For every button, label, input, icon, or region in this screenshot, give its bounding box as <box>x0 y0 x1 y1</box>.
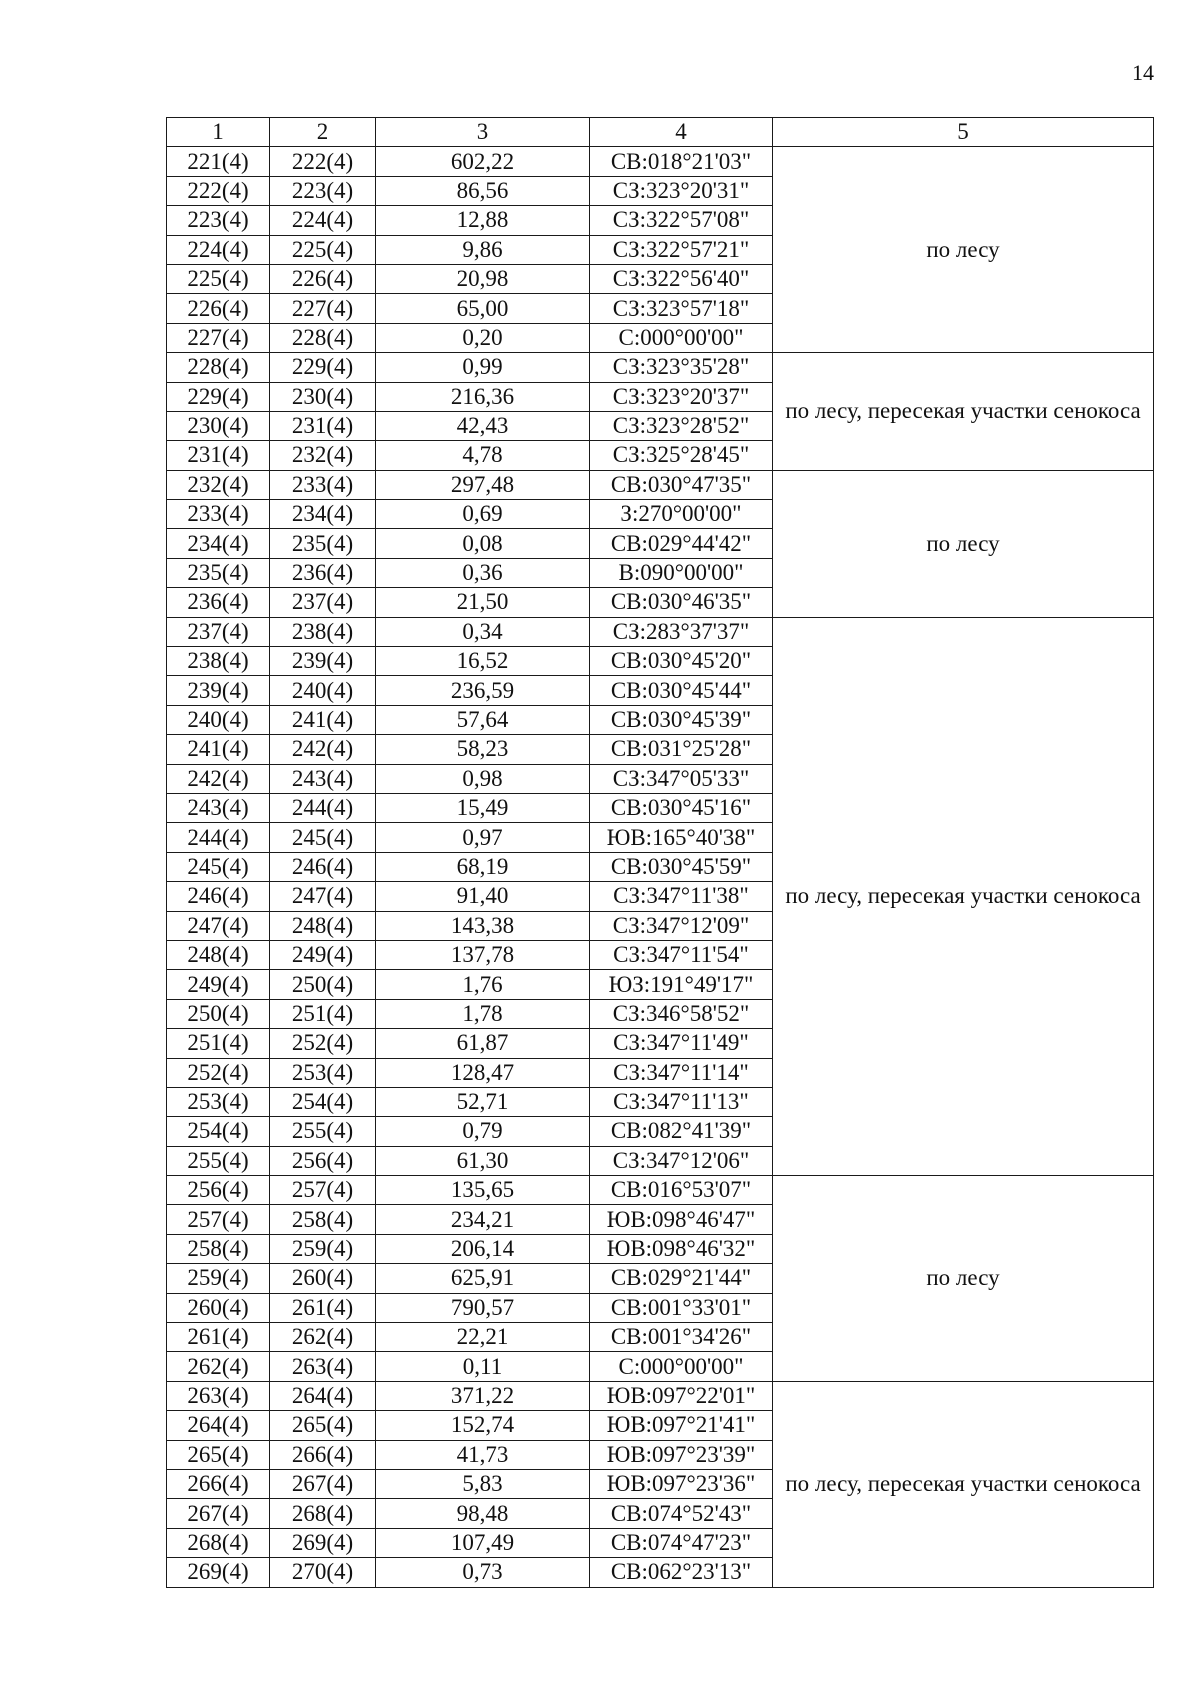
to-point-cell: 234(4) <box>270 500 376 529</box>
bearing-cell: СЗ:347°05'33" <box>590 764 773 793</box>
boundary-description-cell: по лесу <box>773 147 1154 353</box>
to-point-cell: 266(4) <box>270 1440 376 1469</box>
from-point-cell: 240(4) <box>167 705 270 734</box>
distance-cell: 625,91 <box>376 1264 590 1293</box>
distance-cell: 137,78 <box>376 940 590 969</box>
to-point-cell: 245(4) <box>270 823 376 852</box>
bearing-cell: СЗ:347°12'09" <box>590 911 773 940</box>
to-point-cell: 246(4) <box>270 852 376 881</box>
to-point-cell: 253(4) <box>270 1058 376 1087</box>
to-point-cell: 233(4) <box>270 470 376 499</box>
from-point-cell: 263(4) <box>167 1381 270 1410</box>
to-point-cell: 241(4) <box>270 705 376 734</box>
from-point-cell: 250(4) <box>167 999 270 1028</box>
distance-cell: 0,99 <box>376 353 590 382</box>
from-point-cell: 246(4) <box>167 882 270 911</box>
to-point-cell: 252(4) <box>270 1029 376 1058</box>
distance-cell: 236,59 <box>376 676 590 705</box>
from-point-cell: 222(4) <box>167 176 270 205</box>
distance-cell: 42,43 <box>376 411 590 440</box>
distance-cell: 16,52 <box>376 647 590 676</box>
from-point-cell: 253(4) <box>167 1087 270 1116</box>
distance-cell: 1,78 <box>376 999 590 1028</box>
from-point-cell: 265(4) <box>167 1440 270 1469</box>
bearing-cell: СВ:074°52'43" <box>590 1499 773 1528</box>
boundary-description-cell: по лесу, пересекая участки сенокоса <box>773 353 1154 471</box>
bearing-cell: СВ:030°45'59" <box>590 852 773 881</box>
bearing-cell: СВ:016°53'07" <box>590 1176 773 1205</box>
boundary-description-cell: по лесу <box>773 1176 1154 1382</box>
table-row <box>167 617 1154 646</box>
from-point-cell: 243(4) <box>167 793 270 822</box>
from-point-cell: 266(4) <box>167 1469 270 1498</box>
bearing-cell: ЮВ:097°21'41" <box>590 1411 773 1440</box>
from-point-cell: 236(4) <box>167 588 270 617</box>
from-point-cell: 231(4) <box>167 441 270 470</box>
from-point-cell: 237(4) <box>167 617 270 646</box>
distance-cell: 57,64 <box>376 705 590 734</box>
to-point-cell: 236(4) <box>270 558 376 587</box>
to-point-cell: 254(4) <box>270 1087 376 1116</box>
from-point-cell: 228(4) <box>167 353 270 382</box>
bearing-cell: СВ:029°21'44" <box>590 1264 773 1293</box>
distance-cell: 0,97 <box>376 823 590 852</box>
bearing-cell: СЗ:323°35'28" <box>590 353 773 382</box>
bearing-cell: СВ:074°47'23" <box>590 1528 773 1557</box>
to-point-cell: 242(4) <box>270 735 376 764</box>
to-point-cell: 270(4) <box>270 1558 376 1587</box>
distance-cell: 41,73 <box>376 1440 590 1469</box>
header-col-5: 5 <box>773 118 1154 147</box>
to-point-cell: 231(4) <box>270 411 376 440</box>
bearing-cell: ЮВ:098°46'32" <box>590 1234 773 1263</box>
distance-cell: 0,34 <box>376 617 590 646</box>
to-point-cell: 228(4) <box>270 323 376 352</box>
distance-cell: 602,22 <box>376 147 590 176</box>
to-point-cell: 263(4) <box>270 1352 376 1381</box>
bearing-cell: С:000°00'00" <box>590 1352 773 1381</box>
distance-cell: 790,57 <box>376 1293 590 1322</box>
from-point-cell: 229(4) <box>167 382 270 411</box>
bearing-cell: СЗ:347°11'49" <box>590 1029 773 1058</box>
from-point-cell: 252(4) <box>167 1058 270 1087</box>
bearing-cell: СЗ:325°28'45" <box>590 441 773 470</box>
bearing-cell: СВ:030°45'44" <box>590 676 773 705</box>
table-header-row <box>167 118 1154 147</box>
bearing-cell: С:000°00'00" <box>590 323 773 352</box>
boundary-table <box>166 117 1154 1588</box>
distance-cell: 0,73 <box>376 1558 590 1587</box>
bearing-cell: СЗ:347°11'14" <box>590 1058 773 1087</box>
distance-cell: 143,38 <box>376 911 590 940</box>
distance-cell: 21,50 <box>376 588 590 617</box>
from-point-cell: 224(4) <box>167 235 270 264</box>
to-point-cell: 260(4) <box>270 1264 376 1293</box>
distance-cell: 371,22 <box>376 1381 590 1410</box>
from-point-cell: 238(4) <box>167 647 270 676</box>
from-point-cell: 248(4) <box>167 940 270 969</box>
from-point-cell: 241(4) <box>167 735 270 764</box>
from-point-cell: 267(4) <box>167 1499 270 1528</box>
distance-cell: 128,47 <box>376 1058 590 1087</box>
distance-cell: 0,98 <box>376 764 590 793</box>
to-point-cell: 267(4) <box>270 1469 376 1498</box>
bearing-cell: СВ:018°21'03" <box>590 147 773 176</box>
bearing-cell: СЗ:347°12'06" <box>590 1146 773 1175</box>
bearing-cell: ЮВ:097°22'01" <box>590 1381 773 1410</box>
distance-cell: 61,87 <box>376 1029 590 1058</box>
to-point-cell: 235(4) <box>270 529 376 558</box>
to-point-cell: 249(4) <box>270 940 376 969</box>
bearing-cell: СВ:001°34'26" <box>590 1323 773 1352</box>
bearing-cell: СВ:030°45'16" <box>590 793 773 822</box>
distance-cell: 152,74 <box>376 1411 590 1440</box>
distance-cell: 12,88 <box>376 206 590 235</box>
from-point-cell: 257(4) <box>167 1205 270 1234</box>
bearing-cell: СЗ:347°11'54" <box>590 940 773 969</box>
from-point-cell: 225(4) <box>167 264 270 293</box>
from-point-cell: 261(4) <box>167 1323 270 1352</box>
bearing-cell: СЗ:323°28'52" <box>590 411 773 440</box>
from-point-cell: 234(4) <box>167 529 270 558</box>
distance-cell: 216,36 <box>376 382 590 411</box>
distance-cell: 4,78 <box>376 441 590 470</box>
bearing-cell: ЮВ:097°23'36" <box>590 1469 773 1498</box>
to-point-cell: 223(4) <box>270 176 376 205</box>
distance-cell: 20,98 <box>376 264 590 293</box>
to-point-cell: 232(4) <box>270 441 376 470</box>
bearing-cell: СЗ:322°57'08" <box>590 206 773 235</box>
page-number: 14 <box>1132 60 1154 85</box>
from-point-cell: 235(4) <box>167 558 270 587</box>
distance-cell: 0,11 <box>376 1352 590 1381</box>
to-point-cell: 268(4) <box>270 1499 376 1528</box>
bearing-cell: СЗ:283°37'37" <box>590 617 773 646</box>
table-row <box>167 1176 1154 1205</box>
to-point-cell: 239(4) <box>270 647 376 676</box>
bearing-cell: ЮВ:165°40'38" <box>590 823 773 852</box>
distance-cell: 0,69 <box>376 500 590 529</box>
bearing-cell: СВ:062°23'13" <box>590 1558 773 1587</box>
from-point-cell: 259(4) <box>167 1264 270 1293</box>
to-point-cell: 224(4) <box>270 206 376 235</box>
from-point-cell: 226(4) <box>167 294 270 323</box>
distance-cell: 61,30 <box>376 1146 590 1175</box>
bearing-cell: СЗ:323°20'37" <box>590 382 773 411</box>
from-point-cell: 232(4) <box>167 470 270 499</box>
distance-cell: 91,40 <box>376 882 590 911</box>
distance-cell: 22,21 <box>376 1323 590 1352</box>
from-point-cell: 268(4) <box>167 1528 270 1557</box>
bearing-cell: СВ:030°46'35" <box>590 588 773 617</box>
from-point-cell: 239(4) <box>167 676 270 705</box>
to-point-cell: 269(4) <box>270 1528 376 1557</box>
to-point-cell: 229(4) <box>270 353 376 382</box>
distance-cell: 65,00 <box>376 294 590 323</box>
boundary-description-cell: по лесу <box>773 470 1154 617</box>
to-point-cell: 226(4) <box>270 264 376 293</box>
table-row <box>167 470 1154 499</box>
distance-cell: 0,36 <box>376 558 590 587</box>
bearing-cell: ЮВ:098°46'47" <box>590 1205 773 1234</box>
bearing-cell: СВ:031°25'28" <box>590 735 773 764</box>
from-point-cell: 255(4) <box>167 1146 270 1175</box>
from-point-cell: 244(4) <box>167 823 270 852</box>
distance-cell: 68,19 <box>376 852 590 881</box>
from-point-cell: 221(4) <box>167 147 270 176</box>
distance-cell: 107,49 <box>376 1528 590 1557</box>
from-point-cell: 251(4) <box>167 1029 270 1058</box>
distance-cell: 0,20 <box>376 323 590 352</box>
bearing-cell: СВ:001°33'01" <box>590 1293 773 1322</box>
from-point-cell: 227(4) <box>167 323 270 352</box>
to-point-cell: 225(4) <box>270 235 376 264</box>
bearing-cell: СЗ:323°20'31" <box>590 176 773 205</box>
bearing-cell: СЗ:322°56'40" <box>590 264 773 293</box>
to-point-cell: 227(4) <box>270 294 376 323</box>
distance-cell: 1,76 <box>376 970 590 999</box>
to-point-cell: 250(4) <box>270 970 376 999</box>
from-point-cell: 223(4) <box>167 206 270 235</box>
distance-cell: 234,21 <box>376 1205 590 1234</box>
distance-cell: 15,49 <box>376 793 590 822</box>
from-point-cell: 258(4) <box>167 1234 270 1263</box>
distance-cell: 9,86 <box>376 235 590 264</box>
table-row <box>167 147 1154 176</box>
header-col-1: 1 <box>167 118 270 147</box>
to-point-cell: 251(4) <box>270 999 376 1028</box>
to-point-cell: 257(4) <box>270 1176 376 1205</box>
from-point-cell: 230(4) <box>167 411 270 440</box>
boundary-description-cell: по лесу, пересекая участки сенокоса <box>773 617 1154 1175</box>
table-body <box>167 147 1154 1587</box>
to-point-cell: 258(4) <box>270 1205 376 1234</box>
distance-cell: 58,23 <box>376 735 590 764</box>
from-point-cell: 245(4) <box>167 852 270 881</box>
from-point-cell: 233(4) <box>167 500 270 529</box>
bearing-cell: СВ:030°47'35" <box>590 470 773 499</box>
bearing-cell: СЗ:347°11'38" <box>590 882 773 911</box>
to-point-cell: 237(4) <box>270 588 376 617</box>
to-point-cell: 265(4) <box>270 1411 376 1440</box>
from-point-cell: 262(4) <box>167 1352 270 1381</box>
from-point-cell: 264(4) <box>167 1411 270 1440</box>
to-point-cell: 259(4) <box>270 1234 376 1263</box>
bearing-cell: СЗ:322°57'21" <box>590 235 773 264</box>
bearing-cell: СВ:030°45'20" <box>590 647 773 676</box>
distance-cell: 98,48 <box>376 1499 590 1528</box>
to-point-cell: 261(4) <box>270 1293 376 1322</box>
to-point-cell: 248(4) <box>270 911 376 940</box>
boundary-description-cell: по лесу, пересекая участки сенокоса <box>773 1381 1154 1587</box>
to-point-cell: 262(4) <box>270 1323 376 1352</box>
table-row <box>167 1381 1154 1410</box>
from-point-cell: 260(4) <box>167 1293 270 1322</box>
from-point-cell: 249(4) <box>167 970 270 999</box>
to-point-cell: 222(4) <box>270 147 376 176</box>
bearing-cell: СВ:030°45'39" <box>590 705 773 734</box>
to-point-cell: 244(4) <box>270 793 376 822</box>
header-col-3: 3 <box>376 118 590 147</box>
bearing-cell: СЗ:346°58'52" <box>590 999 773 1028</box>
bearing-cell: СЗ:347°11'13" <box>590 1087 773 1116</box>
to-point-cell: 243(4) <box>270 764 376 793</box>
from-point-cell: 256(4) <box>167 1176 270 1205</box>
to-point-cell: 247(4) <box>270 882 376 911</box>
header-col-4: 4 <box>590 118 773 147</box>
distance-cell: 0,79 <box>376 1117 590 1146</box>
distance-cell: 52,71 <box>376 1087 590 1116</box>
from-point-cell: 247(4) <box>167 911 270 940</box>
to-point-cell: 264(4) <box>270 1381 376 1410</box>
bearing-cell: СВ:082°41'39" <box>590 1117 773 1146</box>
bearing-cell: СЗ:323°57'18" <box>590 294 773 323</box>
to-point-cell: 240(4) <box>270 676 376 705</box>
to-point-cell: 230(4) <box>270 382 376 411</box>
header-col-2: 2 <box>270 118 376 147</box>
distance-cell: 86,56 <box>376 176 590 205</box>
distance-cell: 5,83 <box>376 1469 590 1498</box>
table-row <box>167 353 1154 382</box>
bearing-cell: ЮЗ:191°49'17" <box>590 970 773 999</box>
from-point-cell: 242(4) <box>167 764 270 793</box>
bearing-cell: З:270°00'00" <box>590 500 773 529</box>
distance-cell: 135,65 <box>376 1176 590 1205</box>
bearing-cell: ЮВ:097°23'39" <box>590 1440 773 1469</box>
from-point-cell: 254(4) <box>167 1117 270 1146</box>
to-point-cell: 238(4) <box>270 617 376 646</box>
to-point-cell: 255(4) <box>270 1117 376 1146</box>
distance-cell: 297,48 <box>376 470 590 499</box>
to-point-cell: 256(4) <box>270 1146 376 1175</box>
from-point-cell: 269(4) <box>167 1558 270 1587</box>
distance-cell: 0,08 <box>376 529 590 558</box>
bearing-cell: СВ:029°44'42" <box>590 529 773 558</box>
bearing-cell: В:090°00'00" <box>590 558 773 587</box>
distance-cell: 206,14 <box>376 1234 590 1263</box>
